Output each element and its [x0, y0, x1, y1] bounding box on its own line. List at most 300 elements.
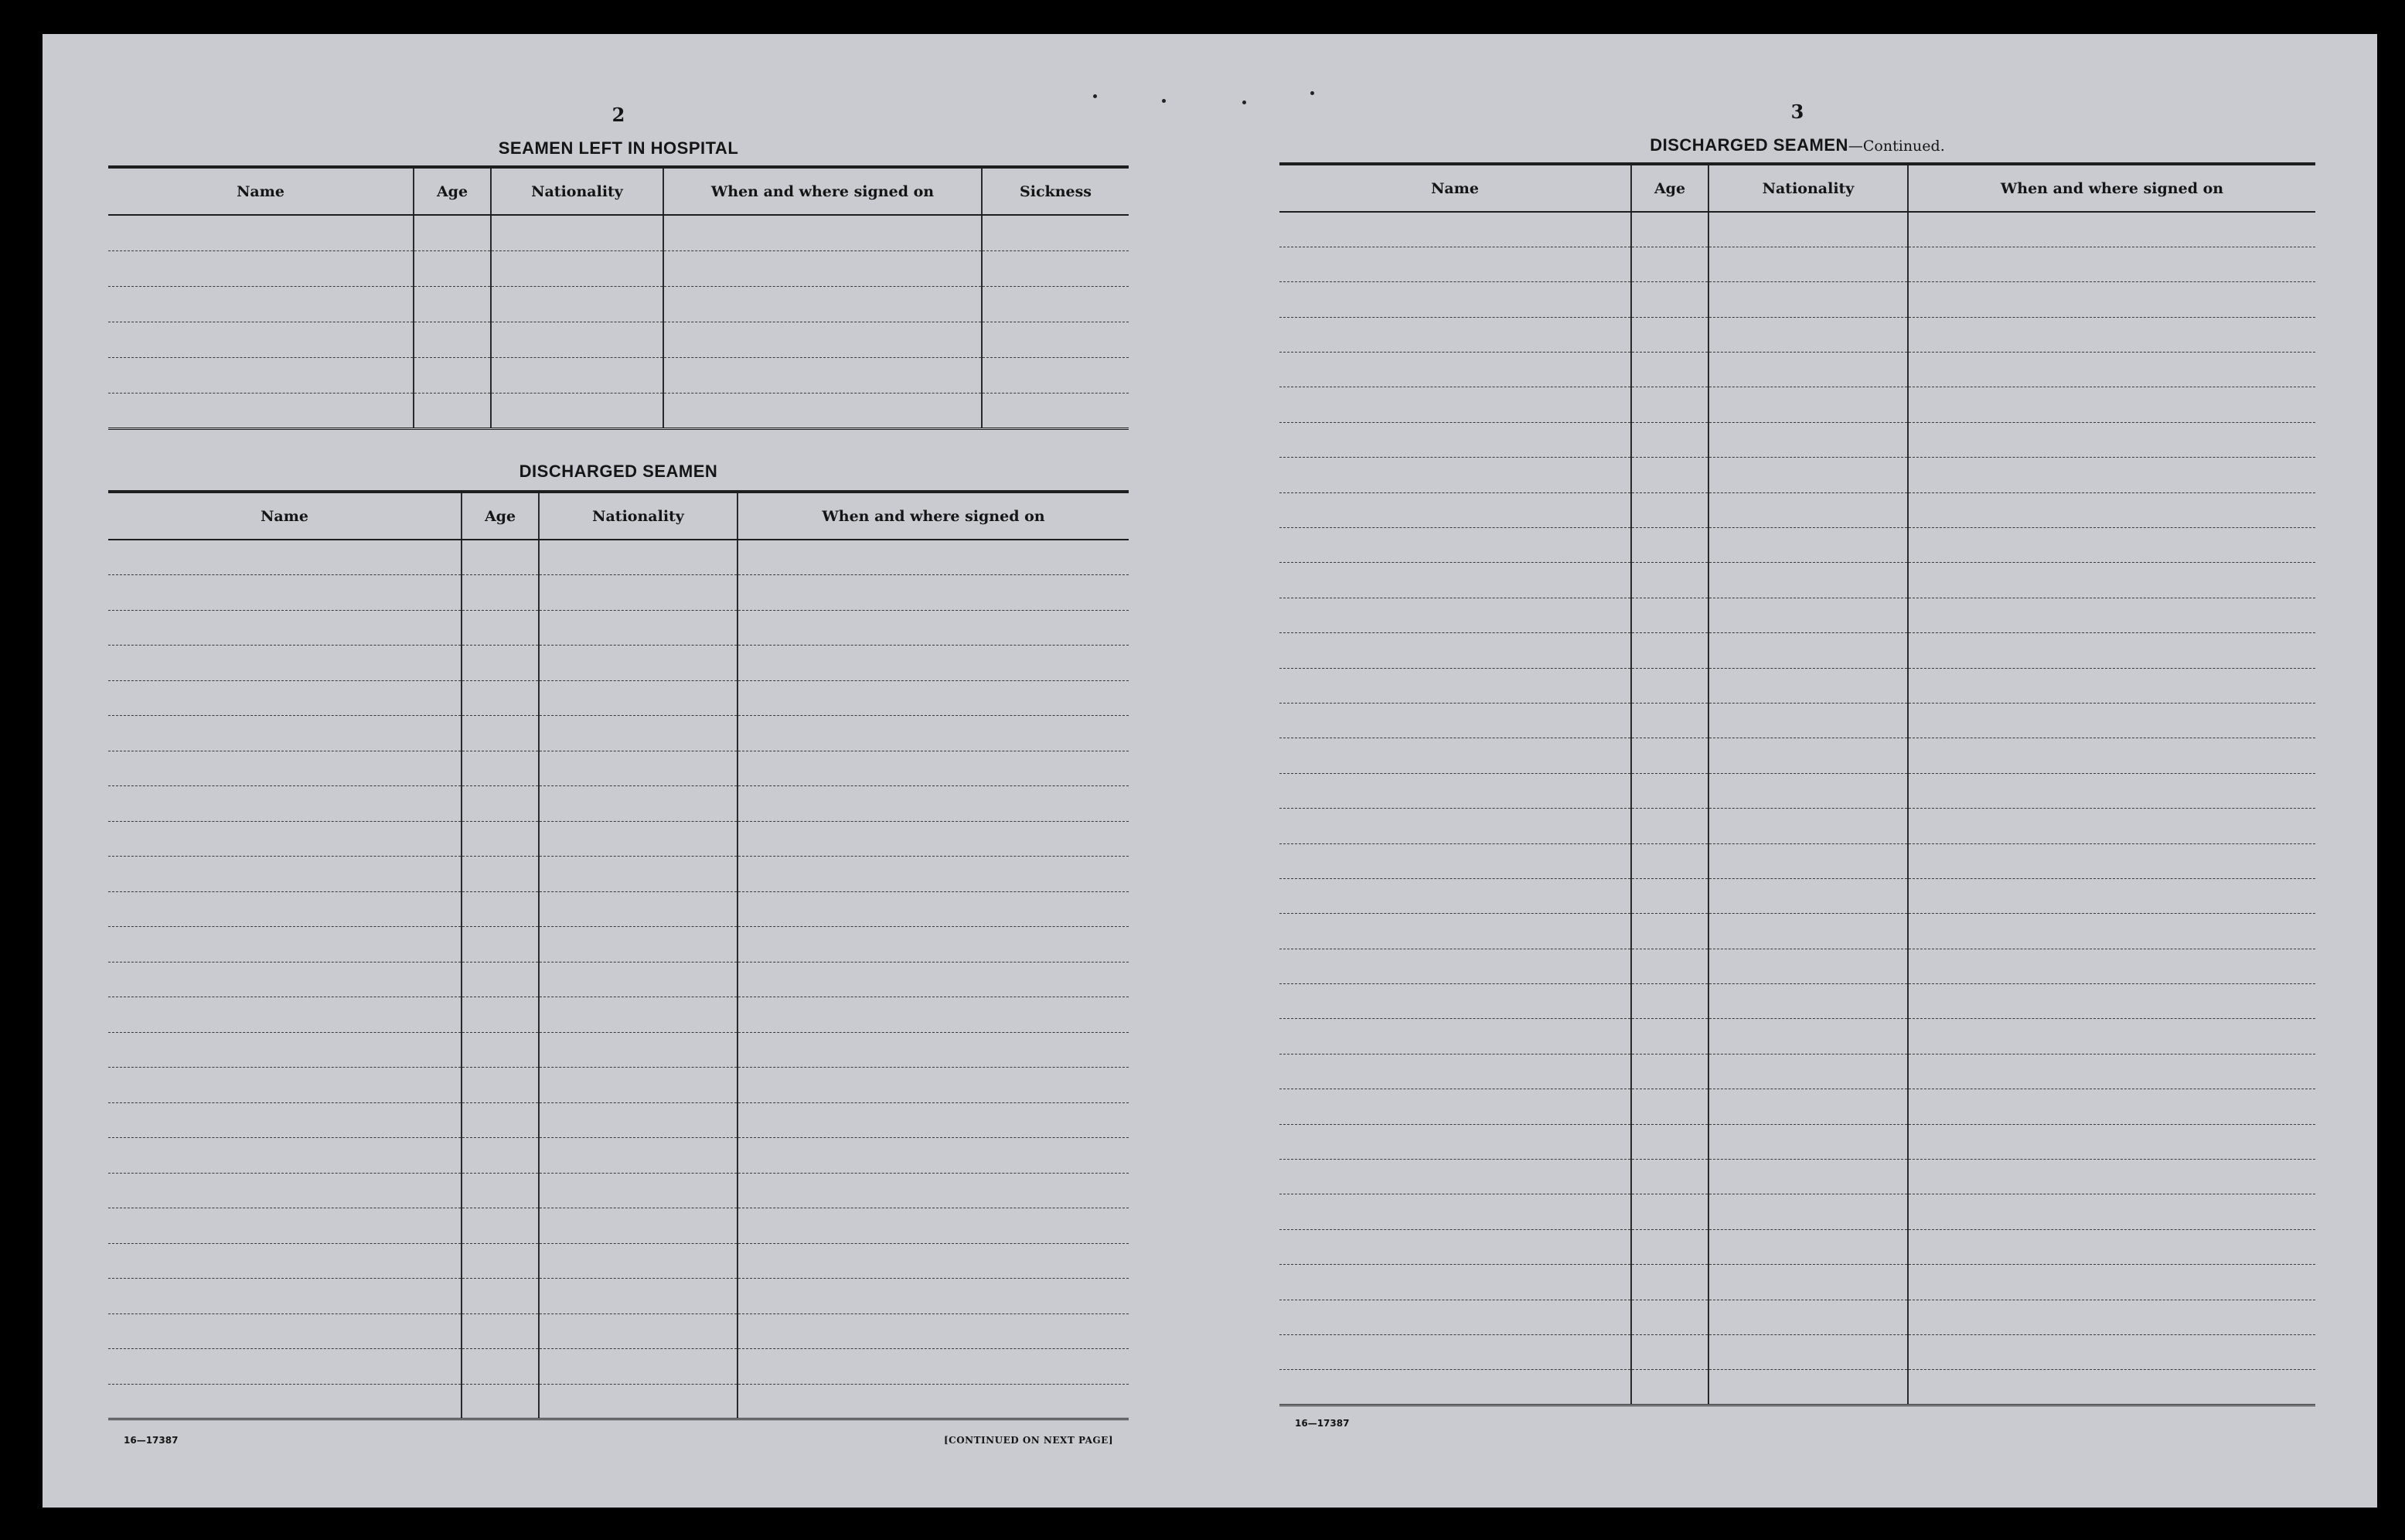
blank-cell[interactable] — [1279, 809, 1631, 843]
blank-cell[interactable] — [1908, 1300, 2315, 1334]
blank-cell[interactable] — [539, 857, 738, 892]
blank-cell[interactable] — [1279, 1124, 1631, 1159]
blank-cell[interactable] — [539, 680, 738, 716]
blank-cell[interactable] — [738, 575, 1129, 611]
blank-cell[interactable] — [1631, 703, 1708, 738]
blank-cell[interactable] — [539, 1068, 738, 1103]
blank-cell[interactable] — [1279, 738, 1631, 773]
column-header: Nationality — [539, 492, 738, 540]
blank-cell[interactable] — [462, 610, 539, 646]
blank-cell[interactable] — [462, 1243, 539, 1279]
blank-cell[interactable] — [414, 322, 491, 357]
blank-cell[interactable] — [1908, 668, 2315, 703]
blank-cell[interactable] — [414, 215, 491, 250]
table-row — [108, 575, 1129, 611]
blank-cell[interactable] — [539, 821, 738, 857]
blank-cell[interactable] — [462, 1384, 539, 1419]
blank-cell[interactable] — [1708, 1054, 1908, 1089]
blank-cell[interactable] — [462, 962, 539, 997]
blank-cell[interactable] — [1908, 1089, 2315, 1124]
blank-cell[interactable] — [1279, 1089, 1631, 1124]
blank-cell[interactable] — [738, 680, 1129, 716]
table-row — [1279, 1300, 2315, 1334]
blank-cell[interactable] — [1631, 633, 1708, 668]
blank-cell[interactable] — [108, 857, 462, 892]
table-header-row — [1279, 164, 2315, 212]
blank-cell[interactable] — [1908, 1370, 2315, 1405]
blank-cell[interactable] — [539, 891, 738, 927]
blank-cell[interactable] — [1708, 1124, 1908, 1159]
blank-cell[interactable] — [1708, 353, 1908, 387]
blank-cell[interactable] — [982, 393, 1129, 428]
form-code: 16—17387 — [1295, 1418, 1350, 1429]
blank-cell[interactable] — [539, 962, 738, 997]
table-row — [1279, 317, 2315, 352]
blank-cell[interactable] — [1631, 212, 1708, 247]
blank-cell[interactable] — [1279, 1019, 1631, 1054]
blank-cell[interactable] — [738, 857, 1129, 892]
table-row — [1279, 984, 2315, 1019]
blank-cell[interactable] — [1631, 247, 1708, 281]
table-row — [108, 1243, 1129, 1279]
table-row — [1279, 282, 2315, 317]
blank-cell[interactable] — [108, 1102, 462, 1138]
blank-cell[interactable] — [1908, 387, 2315, 422]
blank-cell[interactable] — [1708, 809, 1908, 843]
blank-cell[interactable] — [738, 1032, 1129, 1068]
blank-cell[interactable] — [108, 1243, 462, 1279]
blank-cell[interactable] — [539, 1138, 738, 1174]
blank-cell[interactable] — [1279, 984, 1631, 1019]
blank-cell[interactable] — [738, 891, 1129, 927]
table-row — [1279, 492, 2315, 527]
blank-cell[interactable] — [738, 1349, 1129, 1385]
blank-cell[interactable] — [108, 250, 414, 286]
blank-cell[interactable] — [1708, 1265, 1908, 1300]
blank-cell[interactable] — [738, 1279, 1129, 1314]
discharged-table — [108, 490, 1129, 1420]
blank-cell[interactable] — [738, 1173, 1129, 1208]
blank-cell[interactable] — [1631, 984, 1708, 1019]
blank-cell[interactable] — [1279, 492, 1631, 527]
blank-cell[interactable] — [1708, 1019, 1908, 1054]
blank-cell[interactable] — [1631, 492, 1708, 527]
blank-cell[interactable] — [462, 751, 539, 786]
blank-cell[interactable] — [462, 1313, 539, 1349]
blank-cell[interactable] — [1631, 843, 1708, 878]
blank-cell[interactable] — [1908, 703, 2315, 738]
blank-cell[interactable] — [1908, 1265, 2315, 1300]
table-row — [108, 215, 1129, 250]
blank-cell[interactable] — [1279, 1194, 1631, 1229]
blank-cell[interactable] — [462, 1279, 539, 1314]
blank-cell[interactable] — [462, 1173, 539, 1208]
blank-cell[interactable] — [1631, 1229, 1708, 1264]
blank-cell[interactable] — [1708, 703, 1908, 738]
blank-cell[interactable] — [1279, 282, 1631, 317]
blank-cell[interactable] — [539, 927, 738, 962]
blank-cell[interactable] — [1631, 738, 1708, 773]
blank-cell[interactable] — [462, 1138, 539, 1174]
blank-cell[interactable] — [1279, 1054, 1631, 1089]
blank-cell[interactable] — [108, 286, 414, 322]
blank-cell[interactable] — [539, 1243, 738, 1279]
blank-cell[interactable] — [539, 1208, 738, 1244]
blank-cell[interactable] — [462, 646, 539, 681]
blank-cell[interactable] — [108, 751, 462, 786]
blank-cell[interactable] — [1908, 1019, 2315, 1054]
blank-cell[interactable] — [1708, 738, 1908, 773]
blank-cell[interactable] — [539, 610, 738, 646]
blank-cell[interactable] — [1908, 1124, 2315, 1159]
blank-cell[interactable] — [1708, 458, 1908, 492]
blank-cell[interactable] — [1279, 458, 1631, 492]
blank-cell[interactable] — [491, 215, 663, 250]
blank-cell[interactable] — [1908, 1229, 2315, 1264]
table-row — [1279, 1194, 2315, 1229]
blank-cell[interactable] — [462, 1349, 539, 1385]
blank-cell[interactable] — [1631, 949, 1708, 983]
blank-cell[interactable] — [1631, 598, 1708, 632]
blank-cell[interactable] — [414, 357, 491, 393]
blank-cell[interactable] — [1708, 914, 1908, 949]
blank-cell[interactable] — [1279, 563, 1631, 598]
blank-cell[interactable] — [1279, 422, 1631, 457]
blank-cell[interactable] — [738, 997, 1129, 1033]
blank-cell[interactable] — [1279, 598, 1631, 632]
blank-cell[interactable] — [1908, 914, 2315, 949]
blank-cell[interactable] — [1908, 633, 2315, 668]
blank-cell[interactable] — [108, 322, 414, 357]
blank-cell[interactable] — [1908, 738, 2315, 773]
blank-cell[interactable] — [1908, 773, 2315, 808]
blank-cell[interactable] — [982, 286, 1129, 322]
blank-cell[interactable] — [663, 322, 982, 357]
blank-cell[interactable] — [1279, 387, 1631, 422]
blank-cell[interactable] — [108, 997, 462, 1033]
blank-cell[interactable] — [1908, 247, 2315, 281]
blank-cell[interactable] — [1708, 1194, 1908, 1229]
blank-cell[interactable] — [1908, 949, 2315, 983]
blank-cell[interactable] — [108, 1173, 462, 1208]
blank-cell[interactable] — [1279, 1229, 1631, 1264]
blank-cell[interactable] — [108, 821, 462, 857]
blank-cell[interactable] — [108, 1208, 462, 1244]
blank-cell[interactable] — [539, 1349, 738, 1385]
blank-cell[interactable] — [1631, 528, 1708, 563]
blank-cell[interactable] — [108, 610, 462, 646]
continued-suffix: —Continued. — [1848, 138, 1945, 155]
blank-cell[interactable] — [1279, 317, 1631, 352]
blank-cell[interactable] — [738, 1138, 1129, 1174]
blank-cell[interactable] — [738, 1208, 1129, 1244]
blank-cell[interactable] — [1631, 1054, 1708, 1089]
blank-cell[interactable] — [1631, 773, 1708, 808]
blank-cell[interactable] — [1708, 633, 1908, 668]
blank-cell[interactable] — [539, 540, 738, 575]
blank-cell[interactable] — [738, 716, 1129, 751]
blank-cell[interactable] — [1631, 1335, 1708, 1370]
blank-cell[interactable] — [108, 646, 462, 681]
table-row — [1279, 1229, 2315, 1264]
blank-cell[interactable] — [738, 610, 1129, 646]
blank-cell[interactable] — [738, 1243, 1129, 1279]
blank-cell[interactable] — [738, 1313, 1129, 1349]
table-row — [1279, 1335, 2315, 1370]
blank-cell[interactable] — [1708, 598, 1908, 632]
blank-cell[interactable] — [1708, 1089, 1908, 1124]
blank-cell[interactable] — [1631, 1194, 1708, 1229]
blank-cell[interactable] — [539, 1102, 738, 1138]
blank-cell[interactable] — [108, 357, 414, 393]
blank-cell[interactable] — [1279, 843, 1631, 878]
blank-cell[interactable] — [462, 927, 539, 962]
column-header: Name — [1279, 164, 1631, 212]
blank-cell[interactable] — [1908, 458, 2315, 492]
blank-cell[interactable] — [539, 751, 738, 786]
blank-cell[interactable] — [414, 286, 491, 322]
blank-cell[interactable] — [539, 716, 738, 751]
blank-cell[interactable] — [1908, 1160, 2315, 1194]
blank-cell[interactable] — [1908, 492, 2315, 527]
blank-cell[interactable] — [462, 786, 539, 822]
blank-cell[interactable] — [108, 1068, 462, 1103]
blank-cell[interactable] — [1708, 563, 1908, 598]
blank-cell[interactable] — [982, 215, 1129, 250]
blank-cell[interactable] — [462, 821, 539, 857]
blank-cell[interactable] — [539, 575, 738, 611]
blank-cell[interactable] — [108, 540, 462, 575]
blank-cell[interactable] — [1908, 598, 2315, 632]
blank-cell[interactable] — [982, 322, 1129, 357]
blank-cell[interactable] — [1908, 1054, 2315, 1089]
blank-cell[interactable] — [663, 393, 982, 428]
blank-cell[interactable] — [738, 540, 1129, 575]
blank-cell[interactable] — [1708, 387, 1908, 422]
blank-cell[interactable] — [1279, 703, 1631, 738]
blank-cell[interactable] — [1631, 422, 1708, 457]
blank-cell[interactable] — [108, 716, 462, 751]
blank-cell[interactable] — [1908, 563, 2315, 598]
blank-cell[interactable] — [1631, 458, 1708, 492]
blank-cell[interactable] — [1708, 949, 1908, 983]
blank-cell[interactable] — [1279, 353, 1631, 387]
blank-cell[interactable] — [738, 786, 1129, 822]
blank-cell[interactable] — [108, 1279, 462, 1314]
blank-cell[interactable] — [1708, 282, 1908, 317]
column-header: When and where signed on — [738, 492, 1129, 540]
blank-cell[interactable] — [1631, 563, 1708, 598]
blank-cell[interactable] — [462, 716, 539, 751]
blank-cell[interactable] — [1908, 1335, 2315, 1370]
blank-cell[interactable] — [1708, 984, 1908, 1019]
blank-cell[interactable] — [738, 927, 1129, 962]
blank-cell[interactable] — [738, 962, 1129, 997]
blank-cell[interactable] — [1631, 1124, 1708, 1159]
blank-cell[interactable] — [663, 357, 982, 393]
blank-cell[interactable] — [1279, 1370, 1631, 1405]
blank-cell[interactable] — [1279, 528, 1631, 563]
blank-cell[interactable] — [108, 215, 414, 250]
section-title-discharged: DISCHARGED SEAMEN — [519, 462, 718, 481]
blank-cell[interactable] — [738, 1068, 1129, 1103]
blank-cell[interactable] — [1908, 353, 2315, 387]
blank-cell[interactable] — [108, 393, 414, 428]
blank-cell[interactable] — [462, 1102, 539, 1138]
blank-cell[interactable] — [1708, 1335, 1908, 1370]
table-row — [108, 857, 1129, 892]
blank-cell[interactable] — [738, 821, 1129, 857]
blank-cell[interactable] — [1708, 843, 1908, 878]
blank-cell[interactable] — [539, 786, 738, 822]
blank-cell[interactable] — [982, 357, 1129, 393]
column-header: When and where signed on — [663, 167, 982, 215]
blank-cell[interactable] — [1708, 1229, 1908, 1264]
blank-cell[interactable] — [1279, 949, 1631, 983]
blank-cell[interactable] — [462, 891, 539, 927]
blank-cell[interactable] — [738, 751, 1129, 786]
blank-cell[interactable] — [1279, 212, 1631, 247]
blank-cell[interactable] — [663, 215, 982, 250]
blank-cell[interactable] — [1708, 878, 1908, 913]
blank-cell[interactable] — [1279, 247, 1631, 281]
blank-cell[interactable] — [108, 1384, 462, 1419]
blank-cell[interactable] — [462, 575, 539, 611]
blank-cell[interactable] — [108, 680, 462, 716]
blank-cell[interactable] — [1708, 528, 1908, 563]
blank-cell[interactable] — [539, 1313, 738, 1349]
blank-cell[interactable] — [491, 286, 663, 322]
blank-cell[interactable] — [462, 857, 539, 892]
blank-cell[interactable] — [1279, 914, 1631, 949]
blank-cell[interactable] — [491, 393, 663, 428]
table-row — [108, 1349, 1129, 1385]
blank-cell[interactable] — [738, 646, 1129, 681]
blank-cell[interactable] — [462, 1032, 539, 1068]
blank-cell[interactable] — [462, 997, 539, 1033]
blank-cell[interactable] — [462, 1068, 539, 1103]
blank-cell[interactable] — [1908, 422, 2315, 457]
blank-cell[interactable] — [1708, 1370, 1908, 1405]
blank-cell[interactable] — [1279, 1265, 1631, 1300]
blank-cell[interactable] — [1908, 878, 2315, 913]
blank-cell[interactable] — [1708, 668, 1908, 703]
blank-cell[interactable] — [1631, 878, 1708, 913]
blank-cell[interactable] — [462, 540, 539, 575]
blank-cell[interactable] — [1908, 212, 2315, 247]
blank-cell[interactable] — [1631, 1089, 1708, 1124]
blank-cell[interactable] — [1708, 773, 1908, 808]
blank-cell[interactable] — [1708, 1300, 1908, 1334]
blank-cell[interactable] — [1708, 492, 1908, 527]
blank-cell[interactable] — [1631, 1019, 1708, 1054]
column-header: Sickness — [982, 167, 1129, 215]
table-row — [108, 286, 1129, 322]
blank-cell[interactable] — [1708, 317, 1908, 352]
blank-cell[interactable] — [108, 1349, 462, 1385]
blank-cell[interactable] — [491, 322, 663, 357]
blank-cell[interactable] — [1631, 353, 1708, 387]
blank-cell[interactable] — [539, 1032, 738, 1068]
blank-cell[interactable] — [1631, 317, 1708, 352]
blank-cell[interactable] — [982, 250, 1129, 286]
blank-cell[interactable] — [1279, 1160, 1631, 1194]
blank-cell[interactable] — [1631, 809, 1708, 843]
blank-cell[interactable] — [1631, 668, 1708, 703]
blank-cell[interactable] — [1631, 1300, 1708, 1334]
blank-cell[interactable] — [1908, 843, 2315, 878]
blank-cell[interactable] — [1631, 1160, 1708, 1194]
blank-cell[interactable] — [462, 680, 539, 716]
blank-cell[interactable] — [539, 1384, 738, 1419]
blank-cell[interactable] — [1631, 1370, 1708, 1405]
section-title-discharged-continued — [1279, 135, 2315, 155]
table-row — [108, 786, 1129, 822]
blank-cell[interactable] — [108, 962, 462, 997]
blank-cell[interactable] — [738, 1102, 1129, 1138]
blank-cell[interactable] — [108, 786, 462, 822]
blank-cell[interactable] — [1908, 984, 2315, 1019]
blank-cell[interactable] — [1279, 773, 1631, 808]
blank-cell[interactable] — [1708, 212, 1908, 247]
blank-cell[interactable] — [1631, 914, 1708, 949]
table-row — [1279, 1124, 2315, 1159]
blank-cell[interactable] — [1908, 528, 2315, 563]
scan-speck — [1242, 101, 1246, 104]
blank-cell[interactable] — [738, 1384, 1129, 1419]
blank-cell[interactable] — [1908, 282, 2315, 317]
blank-cell[interactable] — [539, 1279, 738, 1314]
table-row — [1279, 1089, 2315, 1124]
blank-cell[interactable] — [1908, 317, 2315, 352]
blank-cell[interactable] — [1279, 878, 1631, 913]
blank-cell[interactable] — [1631, 1265, 1708, 1300]
blank-cell[interactable] — [414, 250, 491, 286]
blank-cell[interactable] — [108, 891, 462, 927]
blank-cell[interactable] — [1708, 1160, 1908, 1194]
blank-cell[interactable] — [663, 286, 982, 322]
blank-cell[interactable] — [1279, 668, 1631, 703]
blank-cell[interactable] — [1708, 247, 1908, 281]
blank-cell[interactable] — [414, 393, 491, 428]
blank-cell[interactable] — [491, 250, 663, 286]
blank-cell[interactable] — [462, 1208, 539, 1244]
blank-cell[interactable] — [108, 927, 462, 962]
blank-cell[interactable] — [1279, 633, 1631, 668]
page-number: 3 — [1790, 101, 1804, 123]
blank-cell[interactable] — [1908, 809, 2315, 843]
blank-cell[interactable] — [108, 1138, 462, 1174]
blank-cell[interactable] — [108, 1313, 462, 1349]
scan-speck — [1310, 91, 1314, 95]
blank-cell[interactable] — [1908, 1194, 2315, 1229]
blank-cell[interactable] — [1631, 387, 1708, 422]
blank-cell[interactable] — [1708, 422, 1908, 457]
blank-cell[interactable] — [1279, 1335, 1631, 1370]
blank-cell[interactable] — [539, 997, 738, 1033]
blank-cell[interactable] — [1279, 1300, 1631, 1334]
blank-cell[interactable] — [663, 250, 982, 286]
discharged-table-continued — [1279, 162, 2315, 1406]
blank-cell[interactable] — [108, 1032, 462, 1068]
blank-cell[interactable] — [108, 575, 462, 611]
blank-cell[interactable] — [539, 646, 738, 681]
table-row — [1279, 598, 2315, 632]
blank-cell[interactable] — [1631, 282, 1708, 317]
table-row — [108, 540, 1129, 575]
blank-cell[interactable] — [491, 357, 663, 393]
blank-cell[interactable] — [539, 1173, 738, 1208]
